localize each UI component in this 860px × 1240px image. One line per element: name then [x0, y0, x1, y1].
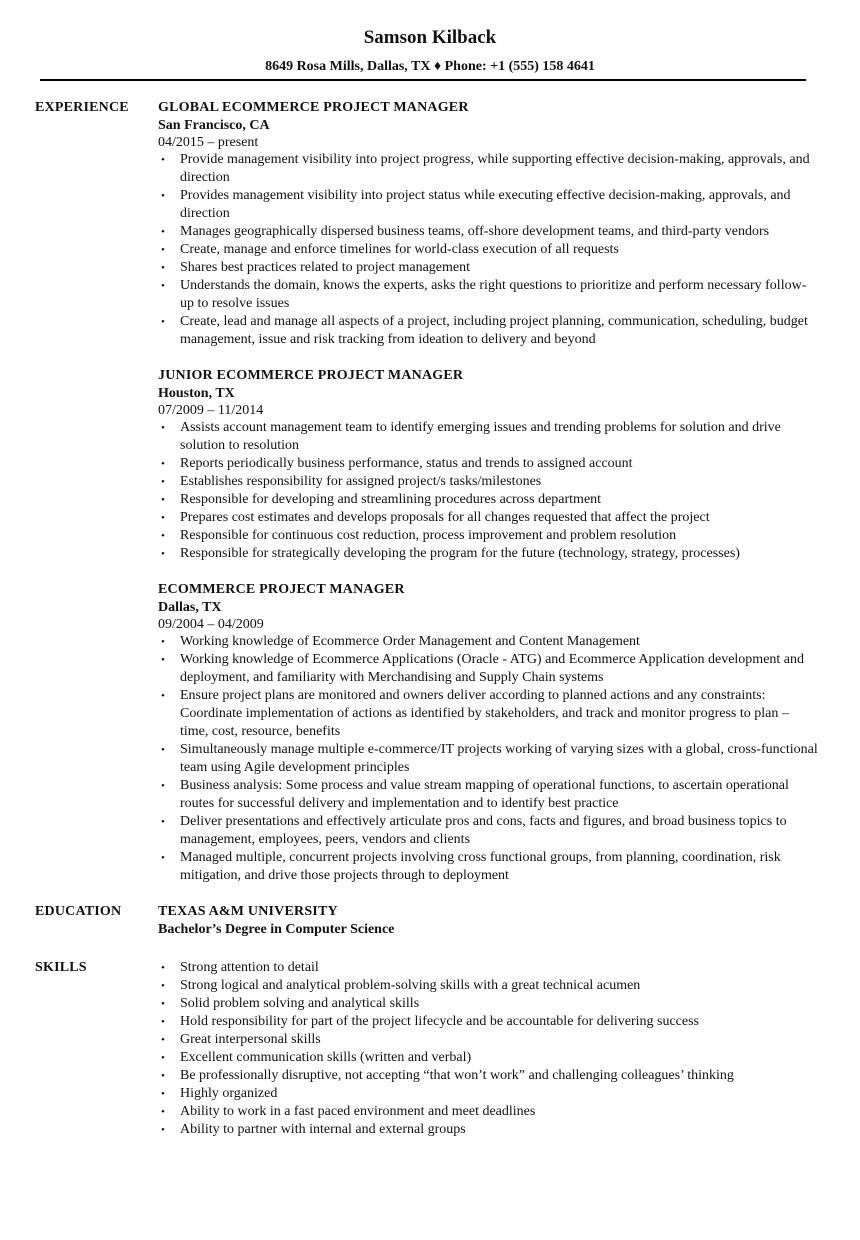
- list-item: [158, 545, 818, 563]
- bullet-icon: •: [161, 1088, 165, 1100]
- job-title: ECOMMERCE PROJECT MANAGER: [158, 582, 405, 597]
- bullet-text: Provide management visibility into project progress, while supporting effective decision-making, approvals, and direction: [180, 152, 810, 185]
- list-item: [158, 995, 818, 1013]
- bullet-icon: •: [161, 280, 165, 292]
- job-location: San Francisco, CA: [158, 118, 270, 133]
- bullet-icon: •: [161, 476, 165, 488]
- section-label-skills: SKILLS: [35, 960, 87, 975]
- bullet-icon: •: [161, 262, 165, 274]
- bullet-icon: •: [161, 458, 165, 470]
- skills-list: [158, 959, 818, 1139]
- bullet-text: Responsible for strategically developing the program for the future (technology, strategy, processes): [180, 546, 740, 561]
- bullet-icon: •: [161, 1106, 165, 1118]
- list-item: [158, 1103, 818, 1121]
- job-location: Houston, TX: [158, 386, 235, 401]
- bullet-icon: •: [161, 744, 165, 756]
- list-item: [158, 1067, 818, 1085]
- bullet-text: Managed multiple, concurrent projects involving cross functional groups, from planning, coordination, risk mitigation, and drive those projects through to deployment: [180, 850, 781, 883]
- skill-text: Be professionally disruptive, not accepting “that won’t work” and challenging colleagues’ thinking: [180, 1068, 734, 1083]
- bullet-icon: •: [161, 494, 165, 506]
- list-item: [158, 241, 818, 259]
- list-item: [158, 1049, 818, 1067]
- bullet-icon: •: [161, 1016, 165, 1028]
- experience-list: [158, 99, 818, 885]
- bullet-icon: •: [161, 690, 165, 702]
- section-label-experience: EXPERIENCE: [35, 100, 129, 115]
- skill-text: Solid problem solving and analytical skills: [180, 996, 420, 1011]
- bullet-icon: •: [161, 226, 165, 238]
- list-item: [158, 687, 818, 741]
- list-item: [158, 187, 818, 223]
- list-item: [158, 977, 818, 995]
- bullet-icon: •: [161, 422, 165, 434]
- bullet-text: Assists account management team to identify emerging issues and trending problems for solution and drive solution to resolution: [180, 420, 781, 453]
- list-item: [158, 1121, 818, 1139]
- bullet-text: Shares best practices related to project management: [180, 260, 470, 275]
- skill-text: Ability to work in a fast paced environment and meet deadlines: [180, 1104, 536, 1119]
- bullet-icon: •: [161, 998, 165, 1010]
- bullet-text: Understands the domain, knows the experts, asks the right questions to prioritize and perform necessary follow-up to resolve issues: [180, 278, 807, 311]
- bullet-icon: •: [161, 548, 165, 560]
- bullet-text: Create, manage and enforce timelines for world-class execution of all requests: [180, 242, 619, 257]
- bullet-text: Business analysis: Some process and value stream mapping of operational functions, to ascertain operational routes for successful delivery and implementation and to identify best practice: [180, 778, 789, 811]
- list-item: [158, 455, 818, 473]
- bullet-icon: •: [161, 1124, 165, 1136]
- list-item: [158, 959, 818, 977]
- bullet-icon: •: [161, 512, 165, 524]
- bullet-text: Simultaneously manage multiple e-commerce/IT projects working of varying sizes with a global, cross-functional team using Agile development principles: [180, 742, 818, 775]
- job-entry: [158, 581, 818, 885]
- job-location: Dallas, TX: [158, 600, 222, 615]
- list-item: [158, 813, 818, 849]
- job-title: GLOBAL ECOMMERCE PROJECT MANAGER: [158, 100, 469, 115]
- bullet-icon: •: [161, 154, 165, 166]
- bullet-text: Prepares cost estimates and develops proposals for all changes requested that affect the project: [180, 510, 710, 525]
- bullet-icon: •: [161, 636, 165, 648]
- skill-text: Highly organized: [180, 1086, 278, 1101]
- job-title: JUNIOR ECOMMERCE PROJECT MANAGER: [158, 368, 464, 383]
- bullet-text: Establishes responsibility for assigned project/s tasks/milestones: [180, 474, 542, 489]
- bullet-icon: •: [161, 1070, 165, 1082]
- job-bullets: [158, 419, 818, 563]
- skill-text: Strong attention to detail: [180, 960, 319, 975]
- bullet-text: Responsible for developing and streamlining procedures across department: [180, 492, 602, 507]
- bullet-icon: •: [161, 316, 165, 328]
- list-item: [158, 277, 818, 313]
- bullet-icon: •: [161, 244, 165, 256]
- job-dates: 07/2009 – 11/2014: [158, 403, 264, 418]
- candidate-name: Samson Kilback: [363, 27, 497, 48]
- list-item: [158, 313, 818, 349]
- skill-text: Ability to partner with internal and external groups: [180, 1122, 466, 1137]
- bullet-text: Responsible for continuous cost reduction, process improvement and problem resolution: [180, 528, 677, 543]
- list-item: [158, 741, 818, 777]
- bullet-icon: •: [161, 980, 165, 992]
- skills-section: [0, 959, 860, 1139]
- bullet-icon: •: [161, 852, 165, 864]
- bullet-text: Deliver presentations and effectively articulate pros and cons, facts and figures, and broad business topics to management, employees, peers, vendors and clients: [180, 814, 787, 847]
- degree: Bachelor’s Degree in Computer Science: [158, 922, 395, 937]
- skill-text: Excellent communication skills (written and verbal): [180, 1050, 472, 1065]
- job-bullets: [158, 633, 818, 885]
- bullet-icon: •: [161, 1052, 165, 1064]
- bullet-icon: •: [161, 190, 165, 202]
- bullet-text: Working knowledge of Ecommerce Applications (Oracle - ATG) and Ecommerce Application development and deployment, and familiarity with Merchandising and Supply Chain systems: [180, 652, 805, 685]
- job-dates: 04/2015 – present: [158, 135, 259, 150]
- bullet-icon: •: [161, 654, 165, 666]
- list-item: [158, 509, 818, 527]
- bullet-text: Manages geographically dispersed business teams, off-shore development teams, and third-party vendors: [180, 224, 770, 239]
- list-item: [158, 223, 818, 241]
- bullet-icon: •: [161, 962, 165, 974]
- bullet-text: Create, lead and manage all aspects of a project, including project planning, communication, scheduling, budget management, issue and risk tracking from ideation to delivery and beyond: [180, 314, 808, 347]
- list-item: [158, 527, 818, 545]
- list-item: [158, 419, 818, 455]
- list-item: [158, 1085, 818, 1103]
- list-item: [158, 777, 818, 813]
- job-dates: 09/2004 – 04/2009: [158, 617, 264, 632]
- list-item: [158, 849, 818, 885]
- experience-section: [0, 99, 860, 885]
- bullet-text: Working knowledge of Ecommerce Order Management and Content Management: [180, 634, 640, 649]
- skill-text: Strong logical and analytical problem-solving skills with a great technical acumen: [180, 978, 641, 993]
- contact-line: 8649 Rosa Mills, Dallas, TX ♦ Phone: +1 (555) 158 4641: [265, 59, 595, 74]
- list-item: [158, 651, 818, 687]
- skill-text: Hold responsibility for part of the project lifecycle and be accountable for delivering success: [180, 1014, 699, 1029]
- bullet-icon: •: [161, 780, 165, 792]
- list-item: [158, 491, 818, 509]
- bullet-icon: •: [161, 530, 165, 542]
- resume-header: [0, 0, 860, 75]
- job-bullets: [158, 151, 818, 349]
- header-divider: [40, 79, 806, 81]
- list-item: [158, 1031, 818, 1049]
- list-item: [158, 151, 818, 187]
- section-label-education: EDUCATION: [35, 904, 122, 919]
- bullet-icon: •: [161, 1034, 165, 1046]
- bullet-text: Provides management visibility into project status while executing effective decision-making, approvals, and direction: [180, 188, 791, 221]
- list-item: [158, 259, 818, 277]
- list-item: [158, 1013, 818, 1031]
- skill-text: Great interpersonal skills: [180, 1032, 321, 1047]
- list-item: [158, 633, 818, 651]
- job-entry: [158, 367, 818, 563]
- school-name: TEXAS A&M UNIVERSITY: [158, 904, 338, 919]
- bullet-text: Reports periodically business performance, status and trends to assigned account: [180, 456, 633, 471]
- education-section: [0, 903, 860, 939]
- bullet-text: Ensure project plans are monitored and owners deliver according to planned actions and any constraints: Coordinate implementation of actions as identified by stakeholders, and track and monitor progress to plan – time, cost, resource, benefits: [180, 688, 789, 739]
- list-item: [158, 473, 818, 491]
- bullet-icon: •: [161, 816, 165, 828]
- job-entry: [158, 99, 818, 349]
